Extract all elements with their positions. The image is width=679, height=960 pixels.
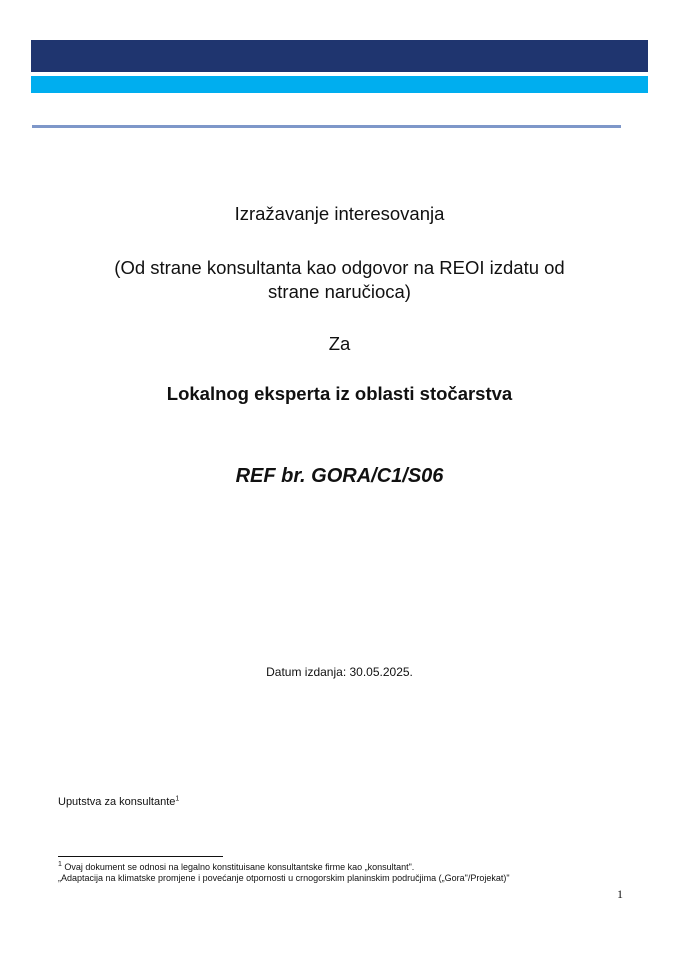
instructions-label	[58, 796, 179, 808]
subtitle-line-2: strane naručioca)	[268, 281, 411, 302]
footnote-marker: 1	[58, 861, 62, 868]
footnote-text-1: Ovaj dokument se odnosi na legalno konstituisane konsultantske firme kao „konsultant".	[61, 862, 415, 872]
subtitle-line-1: (Od strane konsultanta kao odgovor na REOI izdatu od	[114, 257, 565, 278]
instructions-text: Uputstva za konsultante	[58, 796, 176, 808]
for-label: Za	[328, 333, 351, 354]
document-title: Izražavanje interesovanja	[234, 203, 445, 224]
footnote-line-1	[58, 862, 510, 873]
page-number: 1	[617, 887, 623, 901]
footnote	[58, 862, 510, 884]
position-title: Lokalnog eksperta iz oblasti stočarstva	[166, 383, 513, 404]
reference-number: REF br. GORA/C1/S06	[235, 465, 444, 487]
header-cyan-bar	[31, 76, 648, 93]
header-navy-bar	[31, 40, 648, 72]
footnote-separator	[58, 856, 223, 857]
header-rule-line	[32, 125, 621, 128]
footnote-line-2: „Adaptacija na klimatske promjene i povećanje otpornosti u crnogorskim planinskim područjima („Gora"/Projekat)"	[58, 873, 510, 883]
issue-date: Datum izdanja: 30.05.2025.	[266, 665, 413, 679]
document-subtitle	[0, 256, 679, 304]
footnote-reference[interactable]: 1	[175, 795, 180, 803]
